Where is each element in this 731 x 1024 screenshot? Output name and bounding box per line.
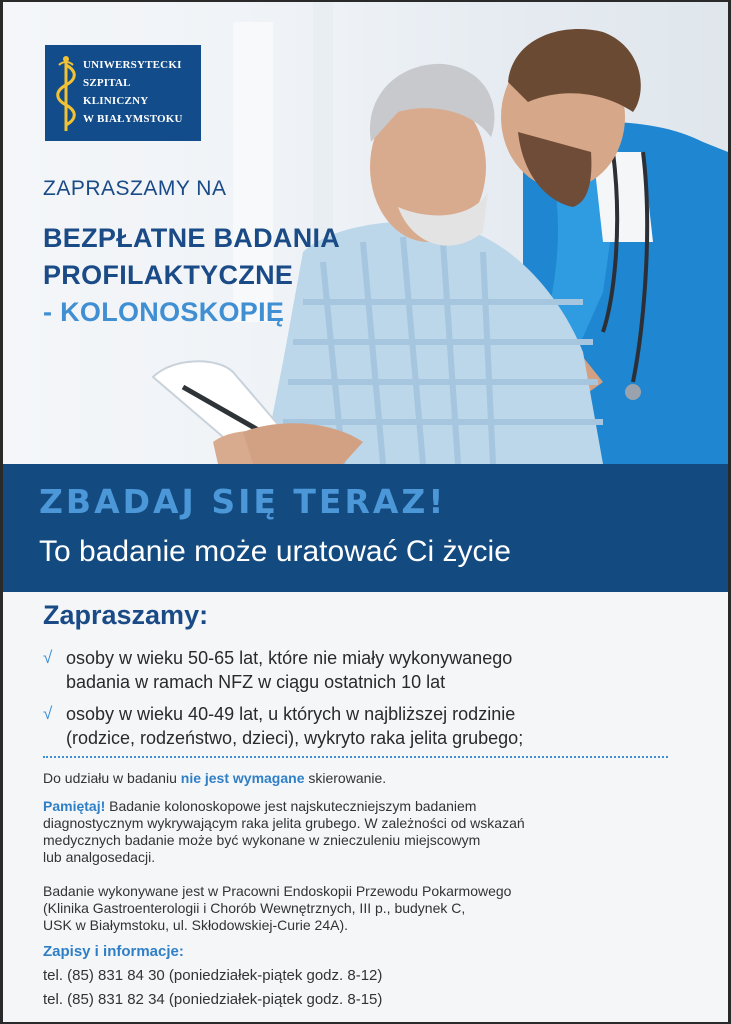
dotted-divider [43, 756, 668, 758]
remember-text: lub analgosedacji. [43, 849, 156, 865]
location-text: Badanie wykonywane jest w Pracowni Endoskopii Przewodu Pokarmowego [43, 883, 512, 899]
poster-page [3, 2, 728, 1022]
eligibility-item [43, 646, 683, 694]
referral-text-end: skierowanie. [304, 770, 387, 786]
phone-number[interactable]: tel. (85) 831 84 30 (poniedziałek-piątek godz. 8-12) [43, 967, 383, 984]
remember-text: Badanie kolonoskopowe jest najskuteczniejszym badaniem [105, 798, 477, 814]
eligibility-item [43, 702, 683, 750]
contact-heading: Zapisy i informacje: [43, 943, 184, 960]
referral-emphasis: nie jest wymagane [180, 770, 305, 786]
referral-text: Do udziału w badaniu [43, 770, 181, 786]
remember-text: medycznych badanie może być wykonane w znieczuleniu miejscowym [43, 832, 481, 848]
headline-line-2: PROFILAKTYCZNE [43, 260, 294, 290]
invite-text: ZAPRASZAMY NA [43, 177, 227, 200]
hero-section [3, 2, 728, 464]
hospital-name [83, 56, 183, 128]
headline [43, 220, 340, 331]
location-text: USK w Białymstoku, ul. Skłodowskiej-Curie 24A). [43, 917, 348, 933]
banner-title: ZBADAJ SIĘ TERAZ! [39, 482, 447, 521]
eligibility-line: (rodzice, rodzeństwo, dzieci), wykryto raka jelita grubego; [66, 728, 524, 748]
logo-line-1: UNIWERSYTECKI [83, 59, 182, 71]
eligibility-line: osoby w wieku 50-65 lat, które nie miały wykonywanego [66, 648, 513, 668]
call-to-action-banner [3, 464, 728, 592]
remember-text: diagnostycznym wykrywającym raka jelita grubego. W zależności od wskazań [43, 815, 525, 831]
location-text: (Klinika Gastroenterologii i Chorób Wewnętrznych, III p., budynek C, [43, 900, 466, 916]
hospital-logo [45, 45, 201, 141]
eligibility-line: badania w ramach NFZ w ciągu ostatnich 10 lat [66, 672, 446, 692]
referral-note [43, 770, 683, 787]
remember-note [43, 798, 683, 866]
logo-line-4: W BIAŁYMSTOKU [83, 113, 183, 125]
logo-line-3: KLINICZNY [83, 95, 149, 107]
eligibility-line: osoby w wieku 40-49 lat, u których w najbliższej rodzinie [66, 704, 516, 724]
logo-line-2: SZPITAL [83, 77, 131, 89]
remember-label: Pamiętaj! [43, 798, 106, 814]
headline-line-1: BEZPŁATNE BADANIA [43, 223, 341, 253]
invitation-title: Zapraszamy: [43, 600, 209, 630]
caduceus-icon [53, 55, 79, 133]
headline-line-3: - KOLONOSKOPIĘ [43, 297, 285, 327]
location-note [43, 883, 683, 934]
check-icon: √ [43, 704, 53, 723]
banner-subtitle: To badanie może uratować Ci życie [39, 535, 511, 568]
phone-number[interactable]: tel. (85) 831 82 34 (poniedziałek-piątek godz. 8-15) [43, 991, 383, 1008]
check-icon: √ [43, 648, 53, 667]
